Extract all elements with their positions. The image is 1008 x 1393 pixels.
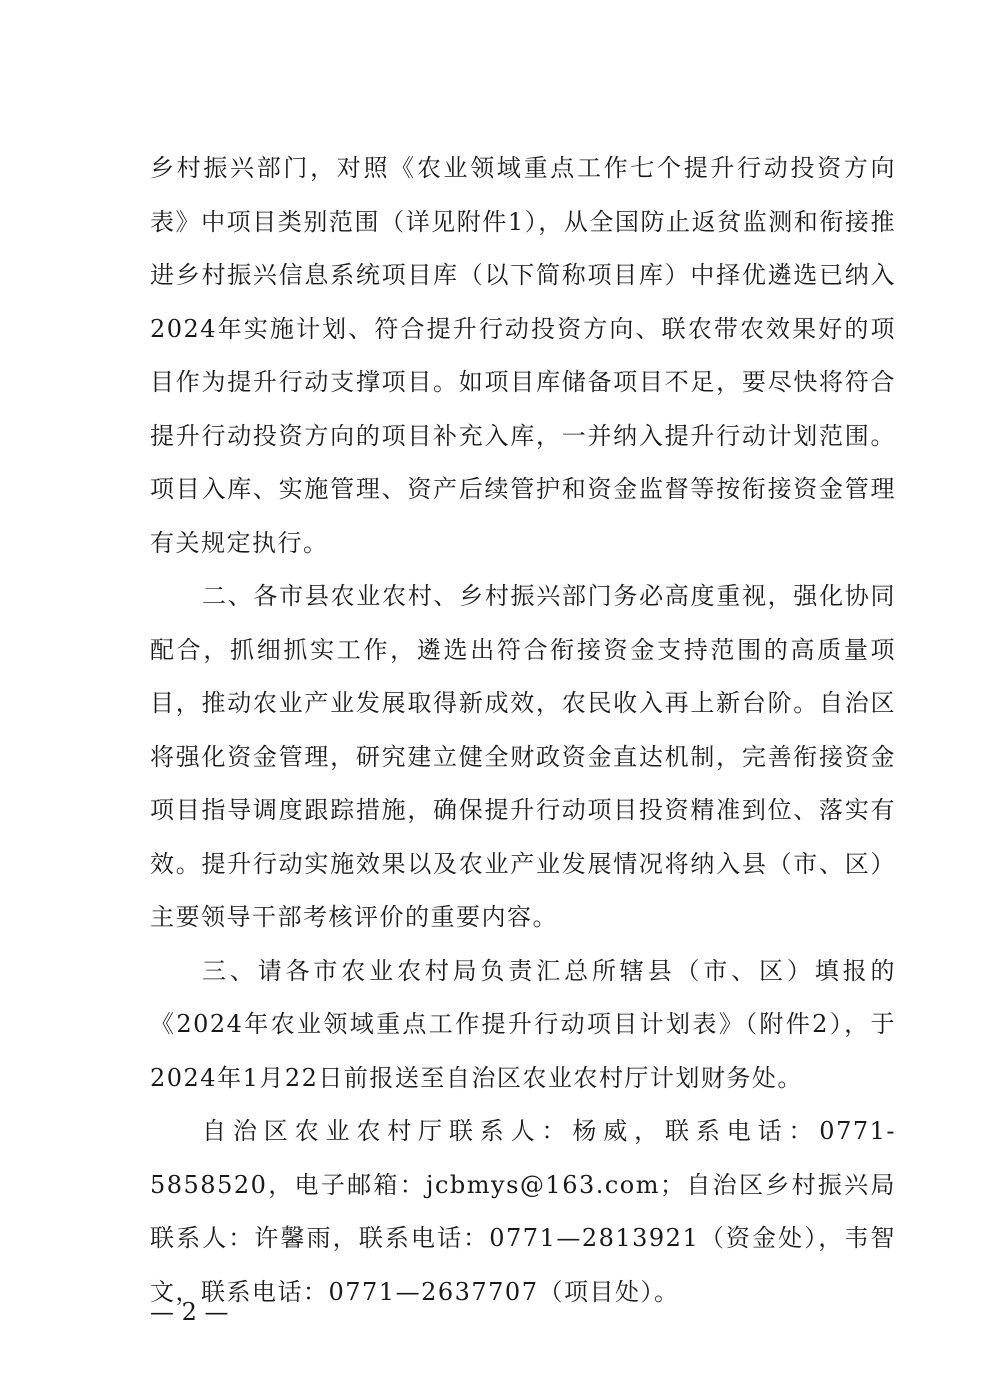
paragraph-2: 二、各市县农业农村、乡村振兴部门务必高度重视，强化协同配合，抓细抓实工作，遴选出符合衔接资金支持范围的高质量项目，推动农业产业发展取得新成效，农民收入再上新台阶。自治区将强化资金管理，研究建立健全财政资金直达机制，完善衔接资金项目指导调度跟踪措施，确保提升行动项目投资精准到位、落实有效。提升行动实施效果以及农业产业发展情况将纳入县（市、区）主要领导干部考核评价的重要内容。 — [150, 582, 896, 931]
paragraph-3: 三、请各市农业农村局负责汇总所辖县（市、区）填报的《2024年农业领域重点工作提升行动项目计划表》（附件2），于2024年1月22日前报送至自治区农业农村厅计划财务处。 — [150, 956, 896, 1092]
document-body — [150, 142, 896, 1319]
paragraph-1: 乡村振兴部门，对照《农业领域重点工作七个提升行动投资方向表》中项目类别范围（详见附件1），从全国防止返贫监测和衔接推进乡村振兴信息系统项目库（以下简称项目库）中择优遴选已纳入2024年实施计划、符合提升行动投资方向、联农带农效果好的项目作为提升行动支撑项目。如项目库储备项目不足，要尽快将符合提升行动投资方向的项目补充入库，一并纳入提升行动计划范围。项目入库、实施管理、资产后续管护和资金监督等按衔接资金管理有关规定执行。 — [150, 154, 896, 557]
page-number: — 2 — — [150, 1298, 229, 1326]
paragraph-4: 自治区农业农村厅联系人：杨威，联系电话：0771-5858520，电子邮箱：jcbmys@163.com；自治区乡村振兴局联系人：许馨雨，联系电话：0771—2813921（资金处），韦智文，联系电话：0771—2637707（项目处）。 — [150, 1117, 896, 1306]
